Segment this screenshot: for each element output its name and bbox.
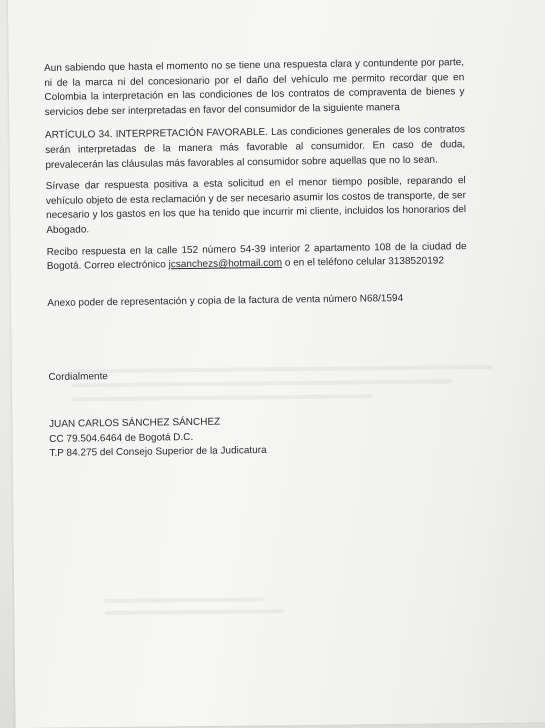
closing-line: Cordialmente [48,371,108,384]
annex-line: Anexo poder de representación y copia de la factura de venta número N68/1594 [47,292,404,309]
paragraph-request: Sírvase dar respuesta positiva a esta solicitud en el menor tiempo posible, reparando el vehículo objeto de esta reclamación y de ser necesario asumir los costos de transporte, de ser necesario y los gastos en los que ha tenido que incurrir mi cliente, incluidos los honorarios del Abogado. [45,175,467,236]
signatory-id: CC 79.504.6464 de Bogotá D.C. [49,431,194,445]
email-link[interactable]: jcsanchezs@hotmail.com [168,257,283,271]
contact-phone-text: o en el teléfono celular 3138520192 [282,255,444,269]
signatory-license: T.P 84.275 del Consejo Superior de la Judicatura [49,445,267,460]
letter-body [44,56,470,462]
signature-block [49,412,470,462]
paragraph-intro: Aun sabiendo que hasta el momento no se tiene una respuesta clara y contundente por parte, ni de la marca ni del concesionario por el daño del vehículo me permito recordar que en Colombia la interpretación en las condiciones de los contratos de compraventa de bienes y servicios debe ser interpretadas en favor del consumidor de la siguiente manera [44,57,465,118]
paragraph-contact [47,240,467,275]
signatory-name: JUAN CARLOS SÁNCHEZ SÁNCHEZ [48,416,221,430]
paragraph-article-34: ARTÍCULO 34. INTERPRETACIÓN FAVORABLE. Las condiciones generales de los contratos serán interpretadas de la manera más favorable al consumidor. En caso de duda, prevalecerán las cláusulas más favorables al consumidor sobre aquellas que no lo sean. [44,124,466,171]
show-through-line [104,597,264,603]
contact-address-text: Recibo respuesta en la calle 152 número 54-39 interior 2 apartamento 108 de la ciudad de Bogotá. Correo electrónico [46,240,467,273]
show-through-line [104,609,284,615]
